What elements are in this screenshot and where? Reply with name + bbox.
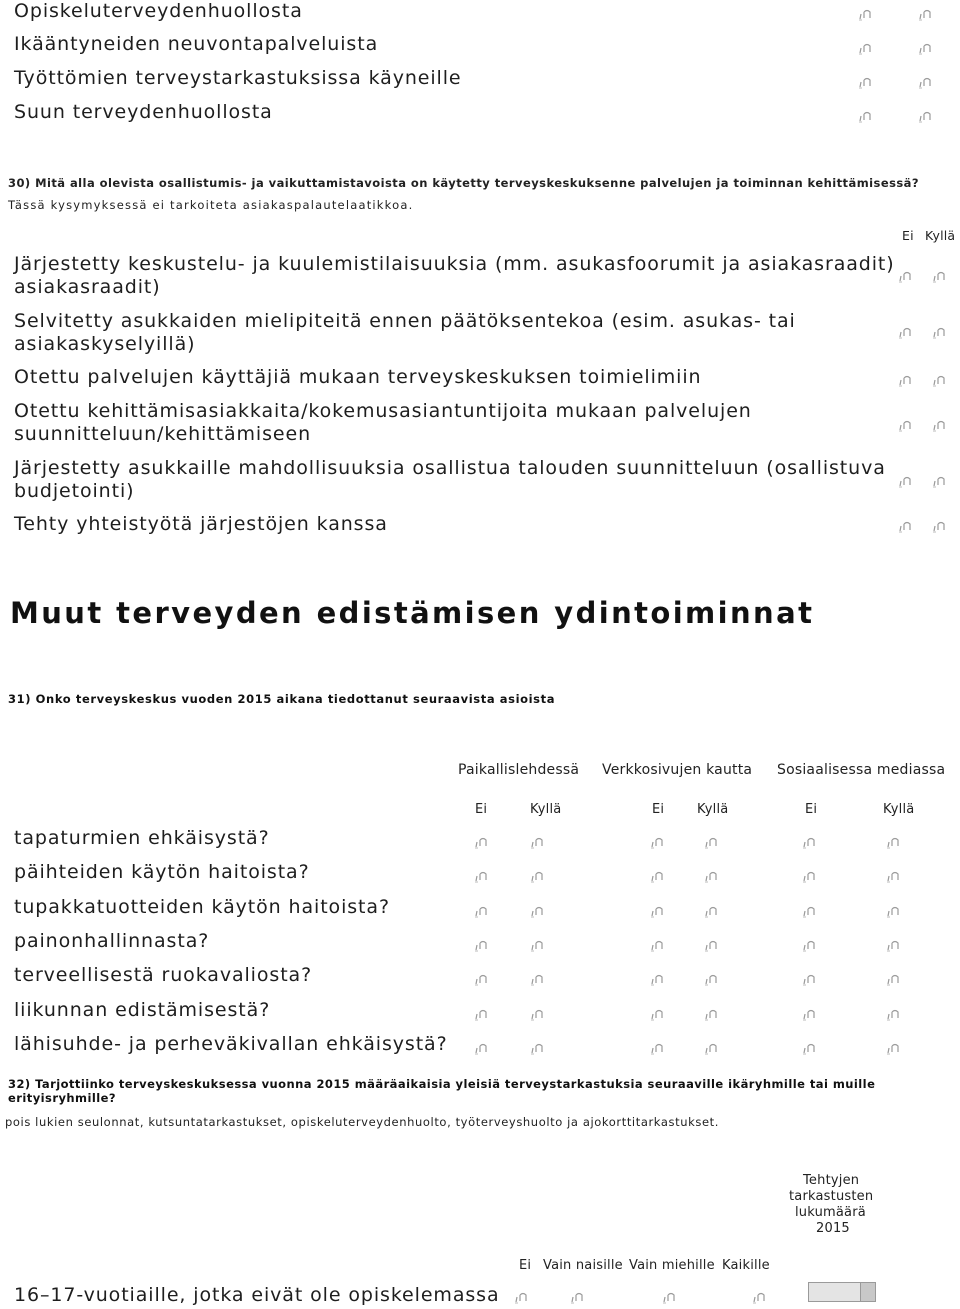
q30-row-5-line1: Järjestetty asukkaille mahdollisuuksia osallistua talouden suunnitteluun (osallistuva bbox=[14, 457, 886, 479]
radio-button[interactable] bbox=[704, 935, 720, 951]
radio-button[interactable] bbox=[802, 1004, 818, 1020]
top-list-item-2: Ikääntyneiden neuvontapalveluista bbox=[14, 33, 379, 55]
radio-button[interactable] bbox=[474, 866, 490, 882]
q30-col-kylla: Kyllä bbox=[925, 228, 956, 243]
q30-row-3-line1: Otettu palvelujen käyttäjiä mukaan terveyskeskuksen toimielimiin bbox=[14, 366, 702, 388]
q30-row-2-line2: asiakaskyselyillä) bbox=[14, 333, 196, 355]
radio-button[interactable] bbox=[802, 832, 818, 848]
q31-col-ei-1: Ei bbox=[475, 802, 488, 817]
stepper-down-icon[interactable] bbox=[860, 1292, 875, 1301]
radio-button[interactable] bbox=[704, 901, 720, 917]
q31-col-kylla-3: Kyllä bbox=[883, 802, 915, 817]
q30-row-1-line2: asiakasraadit) bbox=[14, 276, 161, 298]
radio-button[interactable] bbox=[898, 322, 914, 338]
section-title: Muut terveyden edistämisen ydintoiminnat bbox=[10, 596, 815, 630]
q31-row-7: lähisuhde- ja perheväkivallan ehkäisystä? bbox=[14, 1033, 448, 1055]
radio-button[interactable] bbox=[886, 901, 902, 917]
q32-note: pois lukien seulonnat, kutsuntatarkastukset, opiskeluterveydenhuolto, työterveyshuolto ja ajokorttitarkastukset. bbox=[5, 1115, 719, 1129]
radio-button[interactable] bbox=[650, 969, 666, 985]
q31-col-ei-3: Ei bbox=[805, 802, 818, 817]
q32-row-1: 16–17-vuotiaille, jotka eivät ole opiskelemassa bbox=[14, 1284, 500, 1306]
radio-button[interactable] bbox=[650, 935, 666, 951]
q32-col-vain-miehille: Vain miehille bbox=[629, 1258, 715, 1273]
radio-button[interactable] bbox=[474, 969, 490, 985]
q31-col-kylla-2: Kyllä bbox=[697, 802, 729, 817]
radio-button[interactable] bbox=[650, 866, 666, 882]
q31-row-6: liikunnan edistämisestä? bbox=[14, 999, 271, 1021]
top-list-item-4: Suun terveydenhuollosta bbox=[14, 101, 273, 123]
radio-button[interactable] bbox=[704, 1038, 720, 1054]
radio-button[interactable] bbox=[802, 866, 818, 882]
q31-row-4: painonhallinnasta? bbox=[14, 930, 210, 952]
q30-note: Tässä kysymyksessä ei tarkoiteta asiakaspalautelaatikkoa. bbox=[8, 198, 414, 212]
radio-button[interactable] bbox=[932, 266, 948, 282]
q30-row-1-line1: Järjestetty keskustelu- ja kuulemistilaisuuksia (mm. asukasfoorumit ja asiakasraadit) bbox=[14, 253, 895, 275]
radio-button[interactable] bbox=[474, 935, 490, 951]
radio-button[interactable] bbox=[704, 969, 720, 985]
radio-button[interactable] bbox=[530, 832, 546, 848]
q31-row-2: päihteiden käytön haitoista? bbox=[14, 861, 310, 883]
radio-button[interactable] bbox=[802, 1038, 818, 1054]
radio-button[interactable] bbox=[650, 1004, 666, 1020]
top-list-item-1: Opiskeluterveydenhuollosta bbox=[14, 0, 303, 22]
q31-group-paikallislehdessa: Paikallislehdessä bbox=[458, 762, 580, 778]
q32-title-line2: erityisryhmille? bbox=[8, 1091, 117, 1105]
radio-button[interactable] bbox=[802, 901, 818, 917]
q32-col-ei: Ei bbox=[519, 1258, 532, 1273]
radio-button[interactable] bbox=[474, 1038, 490, 1054]
radio-button[interactable] bbox=[858, 106, 874, 122]
q32-count-header-1: Tehtyjen bbox=[803, 1173, 860, 1188]
radio-button[interactable] bbox=[858, 38, 874, 54]
q32-col-kaikille: Kaikille bbox=[722, 1258, 770, 1273]
q32-count-header-3: lukumäärä bbox=[795, 1205, 866, 1220]
q32-count-header-2: tarkastusten bbox=[789, 1189, 874, 1204]
q30-row-2-line1: Selvitetty asukkaiden mielipiteitä ennen päätöksentekoa (esim. asukas- tai bbox=[14, 310, 796, 332]
radio-button[interactable] bbox=[886, 1038, 902, 1054]
q31-col-ei-2: Ei bbox=[652, 802, 665, 817]
radio-button[interactable] bbox=[704, 1004, 720, 1020]
q30-title: 30) Mitä alla olevista osallistumis- ja vaikuttamistavoista on käytetty terveyskeskuksenne palvelujen ja toiminnan kehittämisessä? bbox=[8, 176, 920, 190]
q31-group-verkkosivujen: Verkkosivujen kautta bbox=[602, 762, 753, 778]
radio-button[interactable] bbox=[886, 1004, 902, 1020]
radio-button[interactable] bbox=[886, 866, 902, 882]
radio-button[interactable] bbox=[932, 516, 948, 532]
radio-button[interactable] bbox=[918, 72, 934, 88]
radio-button[interactable] bbox=[932, 471, 948, 487]
radio-button[interactable] bbox=[530, 1038, 546, 1054]
radio-button[interactable] bbox=[650, 901, 666, 917]
q30-col-ei: Ei bbox=[902, 228, 914, 243]
radio-button[interactable] bbox=[530, 969, 546, 985]
count-number-input[interactable] bbox=[808, 1282, 876, 1302]
radio-button[interactable] bbox=[932, 415, 948, 431]
radio-button[interactable] bbox=[474, 832, 490, 848]
q30-row-5-line2: budjetointi) bbox=[14, 480, 135, 502]
radio-button[interactable] bbox=[886, 832, 902, 848]
q30-row-4-line2: suunnitteluun/kehittämiseen bbox=[14, 423, 312, 445]
radio-button[interactable] bbox=[918, 38, 934, 54]
top-list-item-3: Työttömien terveystarkastuksissa käyneille bbox=[14, 67, 462, 89]
radio-button[interactable] bbox=[650, 832, 666, 848]
radio-button[interactable] bbox=[886, 969, 902, 985]
q32-title-line1: 32) Tarjottiinko terveyskeskuksessa vuonna 2015 määräaikaisia yleisiä terveystarkastuksia seuraaville ikäryhmille tai muille bbox=[8, 1077, 876, 1091]
radio-button[interactable] bbox=[570, 1287, 586, 1303]
q31-row-1: tapaturmien ehkäisystä? bbox=[14, 827, 270, 849]
radio-button[interactable] bbox=[932, 370, 948, 386]
radio-button[interactable] bbox=[932, 322, 948, 338]
q31-title: 31) Onko terveyskeskus vuoden 2015 aikana tiedottanut seuraavista asioista bbox=[8, 692, 556, 706]
radio-button[interactable] bbox=[858, 72, 874, 88]
q31-row-5: terveellisestä ruokavaliosta? bbox=[14, 964, 313, 986]
radio-button[interactable] bbox=[662, 1287, 678, 1303]
radio-button[interactable] bbox=[514, 1287, 530, 1303]
radio-button[interactable] bbox=[898, 415, 914, 431]
radio-button[interactable] bbox=[918, 4, 934, 20]
radio-button[interactable] bbox=[530, 1004, 546, 1020]
radio-button[interactable] bbox=[704, 866, 720, 882]
radio-button[interactable] bbox=[802, 935, 818, 951]
radio-button[interactable] bbox=[704, 832, 720, 848]
radio-button[interactable] bbox=[898, 370, 914, 386]
radio-button[interactable] bbox=[474, 1004, 490, 1020]
stepper-up-icon[interactable] bbox=[860, 1283, 875, 1292]
q31-group-sosiaalinen-media: Sosiaalisessa mediassa bbox=[777, 762, 946, 778]
radio-button[interactable] bbox=[858, 4, 874, 20]
q32-count-header-4: 2015 bbox=[816, 1221, 850, 1236]
radio-button[interactable] bbox=[474, 901, 490, 917]
radio-button[interactable] bbox=[650, 1038, 666, 1054]
radio-button[interactable] bbox=[752, 1287, 768, 1303]
q30-row-6-line1: Tehty yhteistyötä järjestöjen kanssa bbox=[14, 513, 388, 535]
q32-col-vain-naisille: Vain naisille bbox=[543, 1258, 623, 1273]
radio-button[interactable] bbox=[898, 266, 914, 282]
q30-row-4-line1: Otettu kehittämisasiakkaita/kokemusasiantuntijoita mukaan palvelujen bbox=[14, 400, 752, 422]
radio-button[interactable] bbox=[898, 516, 914, 532]
radio-button[interactable] bbox=[530, 901, 546, 917]
radio-button[interactable] bbox=[898, 471, 914, 487]
radio-button[interactable] bbox=[886, 935, 902, 951]
radio-button[interactable] bbox=[802, 969, 818, 985]
radio-button[interactable] bbox=[918, 106, 934, 122]
q31-row-3: tupakkatuotteiden käytön haitoista? bbox=[14, 896, 390, 918]
radio-button[interactable] bbox=[530, 935, 546, 951]
radio-button[interactable] bbox=[530, 866, 546, 882]
q31-col-kylla-1: Kyllä bbox=[530, 802, 562, 817]
